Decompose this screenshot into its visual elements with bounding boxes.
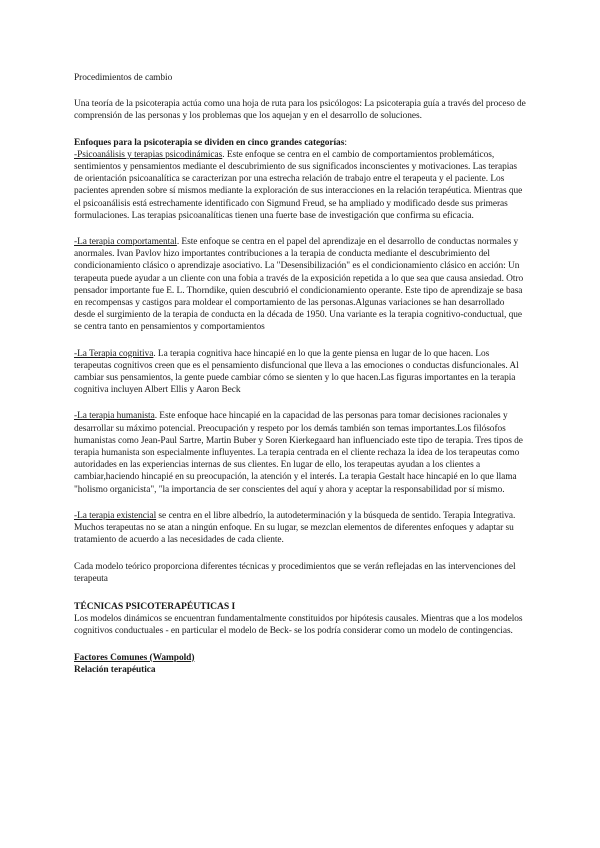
enfoques-heading	[74, 137, 526, 149]
term-existencial: -La terapia existencial	[74, 510, 157, 521]
enfoques-heading-colon: :	[344, 137, 347, 148]
text-existencial: se centra en el libre albedrío, la autodeterminación y la búsqueda de sentido. Terapia Integrativa. Muchos terapeutas no se atan a ningún enfoque. En su lugar, se mezclan elementos de diferentes enfoques y adaptar su tratamiento de acuerdo a las necesidades de cada cliente.	[74, 510, 516, 546]
relacion-heading: Relación terapéutica	[74, 664, 156, 675]
text-humanista: . Este enfoque hace hincapié en la capacidad de las personas para tomar decisiones racionales y desarrollar su máximo potencial. Preocupación y respeto por los demás también son temas importantes.Los filósofos humanistas como Jean-Paul Sartre, Martin Buber y Soren Kierkegaard han influenciado este tipo de terapia. Tres tipos de terapia humanista son especialmente influyentes. La terapia centrada en el cliente rechaza la idea de los terapeutas como autoridades en las experiencias internas de sus clientes. En lugar de ello, los terapeutas ayudan a los clientes a cambiar,haciendo hincapié en su preocupación, la atención y el interés. La terapia Gestalt hace hincapié en lo que llama "holismo organicista", "la importancia de ser conscientes del aquí y ahora y aceptar la responsabilidad por sí mismo.	[74, 411, 523, 495]
term-comportamental: -La terapia comportamental	[74, 237, 177, 248]
tecnicas-paragraph: Los modelos dinámicos se encuentran fundamentalmente constituidos por hipótesis causales. Mientras que a los modelos cognitivos conductuales - en particular el modelo de Beck- se los podría considerar como un modelo de contingencias.	[74, 614, 523, 637]
text-psicoanalisis: . Este enfoque se centra en el cambio de comportamientos problemáticos, sentimientos y pensamientos mediante el descubrimiento de sus significados inconscientes y motivaciones. Las terapias de orientación psicoanalítica se caracterizan por una estrecha relación de trabajo entre el terapeuta y el paciente. Los pacientes aprenden sobre sí mismos mediante la exploración de sus interacciones en la relación terapéutica. Mientras que el psicoanálisis está estrechamente identificado con Sigmund Freud, se ha ampliado y modificado desde sus primeras formulaciones. Las terapias psicoanalíticas tienen una fuerte base de investigación que confirma su eficacia.	[74, 149, 523, 221]
cada-modelo-paragraph: Cada modelo teórico proporciona diferentes técnicas y procedimientos que se verán reflejadas en las intervenciones del terapeuta	[74, 561, 516, 584]
enfoques-heading-text: Enfoques para la psicoterapia se dividen en cinco grandes categorías	[74, 137, 345, 148]
section-cognitiva	[74, 348, 526, 397]
intro-paragraph: Una teoría de la psicoterapia actúa como una hoja de ruta para los psicólogos: La psicoterapia guía a través del proceso de comprensión de las personas y los problemas que los aquejan y en el desarrollo de soluciones.	[74, 99, 526, 122]
document-title: Procedimientos de cambio	[74, 73, 173, 83]
term-psicoanalisis: -Psicoanálisis y terapias psicodinámicas	[74, 149, 223, 160]
text-cognitiva: . La terapia cognitiva hace hincapié en lo que la gente piensa en lugar de lo que hacen. Los terapeutas cognitivos creen que es el pensamiento disfuncional que lleva a las emociones o conductas disfuncionales. Al cambiar sus pensamientos, la gente puede cambiar cómo se sienten y lo que hacen.Las figuras importantes en la terapia cognitiva incluyen Albert Ellis y Aaron Beck	[74, 348, 519, 396]
section-humanista	[74, 410, 526, 495]
tecnicas-heading: TÉCNICAS PSICOTERAPÉUTICAS I	[74, 600, 236, 612]
text-comportamental: . Este enfoque se centra en el papel del aprendizaje en el desarrollo de conductas normales y anormales. Ivan Pavlov hizo importantes contribuciones a la terapia de conducta mediante el descubrimiento del condicionamiento clásico o aprendizaje asociativo. La "Desensibilización" es el condicionamiento clásico en acción: Un terapeuta puede ayudar a un cliente con una fobia a través de la exposición repetida a lo que sea que causa ansiedad. Otro pensador importante fue E. L. Thorndike, quien descubrió el condicionamiento operante. Este tipo de aprendizaje se basa en recompensas y castigos para moldear el comportamiento de las personas.Algunas variaciones se han desarrollado desde el surgimiento de la terapia de conducta en la década de 1950. Una variante es la terapia cognitivo-conductual, que se centra tanto en pensamientos y comportamientos	[74, 237, 524, 333]
factores-heading: Factores Comunes (Wampold)	[74, 652, 195, 663]
section-existencial	[74, 510, 526, 547]
section-comportamental	[74, 236, 526, 334]
section-psicoanalisis	[74, 149, 526, 222]
term-cognitiva: -La Terapia cognitiva	[74, 348, 154, 359]
term-humanista: -La terapia humanista	[74, 411, 155, 422]
